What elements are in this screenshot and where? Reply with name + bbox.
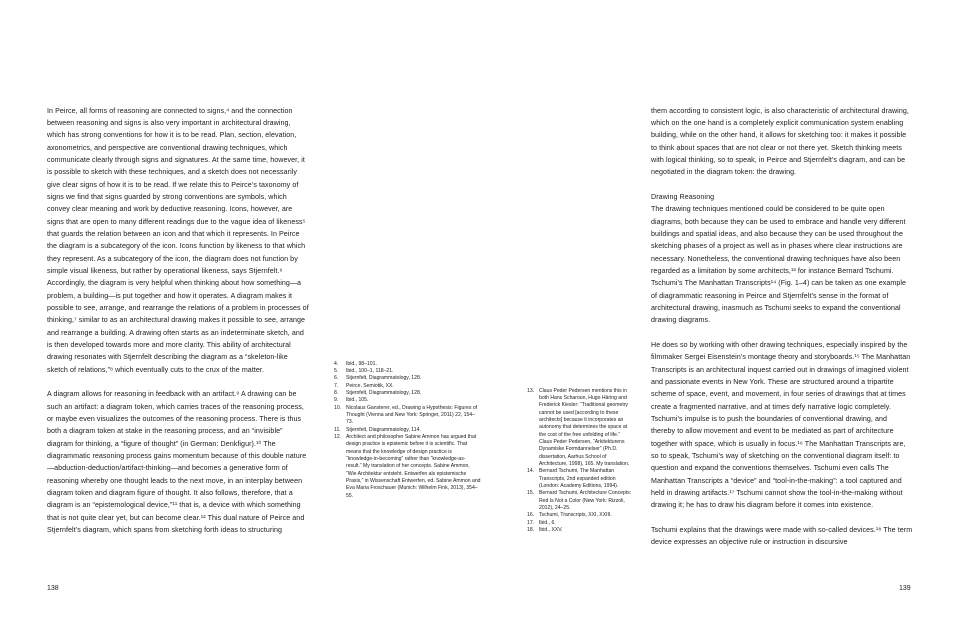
footnote-number: 9. xyxy=(334,397,339,404)
footnote-number: 10. xyxy=(334,404,342,411)
footnote-number: 17. xyxy=(527,519,535,526)
footnote-number: 14. xyxy=(527,468,535,475)
footnote-item xyxy=(334,375,481,382)
section-heading: Drawing Reasoning xyxy=(651,192,715,201)
footnote-text: Stjernfelt, Diagrammatology, 128. xyxy=(346,375,422,382)
footnote-number: 7. xyxy=(334,382,339,389)
footnote-text: Bernard Tschumi, The Manhattan Transcripts, 2nd expanded edition (London: Academy Editions, 1994). xyxy=(539,468,619,489)
footnote-text: Peirce, Semiotik, XX. xyxy=(346,382,394,389)
body-paragraph: them according to consistent logic, is also characteristic of architectural drawing, which on the one hand is a completely explicit communication system enabling building, while on the other hand, it allows for sketching too: it makes it possible to think about spaces that are not clear or not there yet. Sketch thinking meets with logical thinking, so to speak, in Peirce and Stjernfelt’s diagram, and can be negotiated in the diagram token: the drawing. xyxy=(651,106,909,177)
footnote-item xyxy=(334,383,481,390)
footnote-item xyxy=(527,490,632,512)
footnote-text: Bernard Tschumi, Architecture Concepts: Red Is Not a Color (New York: Rizzoli, 2012), 24–25. xyxy=(539,490,632,511)
left-page-body-text xyxy=(47,105,309,537)
footnote-item xyxy=(334,397,481,404)
footnote-item xyxy=(334,405,481,427)
footnote-number: 13. xyxy=(527,387,535,394)
footnote-item xyxy=(527,527,632,534)
footnote-text: Architect and philosopher Sabine Ammon has argued that design practice is epistemic before it is scientific. That means that the knowledge of design practice is “knowledge-in-becoming” rather than “knowledge-as-result.” My translation of her concepts. Sabine Ammon, “Wie Architektur entsteht. Entwerfen als epistemische Praxis,” in Wissenschaft Entwerfen, ed. Sabine Ammon and Eva Maria Froschauer (Munich: Wilhelm Fink, 2013), 354–55. xyxy=(346,433,481,499)
footnote-number: 16. xyxy=(527,512,535,519)
footnote-text: Nicolaus Gansterer, ed., Drawing a Hypothesis: Figures of Thought (Vienna and New York: Springer, 2011) 22, 154–73. xyxy=(346,404,478,426)
right-page-body-text xyxy=(651,105,913,549)
footnote-number: 6. xyxy=(334,375,339,382)
right-page-footnotes xyxy=(527,388,632,535)
footnote-number: 11. xyxy=(334,426,341,433)
body-paragraph: In Peirce, all forms of reasoning are connected to signs,⁴ and the connection between reasoning and signs is also very important in architectural drawing, which has strong conventions for how it is to be read. Plan, section, elevation, axonometrics, and perspective are conventional drawing techniques, which communicate clearly through signs and signatures. At the same time, however, it is possible to sketch with these techniques, and a sketch does not necessarily give clear signs of how it is to be read. If we relate this to Peirce’s taxonomy of signs we find that signs guarded by strong conventions are symbols, which convey clear meaning and work by deductive reasoning. Icons, however, are signs that are open to many different readings due to the vague idea of likeness⁵ that guards the relation between an icon and that which it represents. In Peirce the diagram is a subcategory of the icon. Icons function by likeness to that which they represent. As a subcategory of the icon, the diagram does not function by simple visual likeness, but rather by operational likeness, says Stjernfelt.⁶ Accordingly, the diagram is very helpful when thinking about how something—a problem, a building—is put together and how it operates. A diagram makes it possible to see, arrange, and rearrange the relations of a problem in processes of thinking,⁷ similar to as an architectural drawing makes it possible to see, arrange and rearrange a building. A drawing often starts as an indeterminate sketch, and is then developed towards more and more clarity. This ability of architectural drawing resonates with Stjernfelt describing the diagram as a “skeleton-like sketch of relations,”⁸ which eventually cuts to the crux of the matter. xyxy=(47,106,309,374)
footnote-item xyxy=(334,390,481,397)
footnote-item xyxy=(527,468,632,490)
page-number-right: 139 xyxy=(899,585,911,592)
footnote-item xyxy=(527,512,632,519)
body-paragraph: The drawing techniques mentioned could be considered to be quite open diagrams, both because they can be used to embrace and handle very different buildings and spatial ideas, and also because they can be used throughout the sketching phases of a project as well as in phases where clear instructions are necessary. Nonetheless, the conventional drawing techniques have also been regarded as a limitation by some architects,¹³ for instance Bernard Tschumi. Tschumi’s The Manhattan Transcripts¹⁴ (Fig. 1–4) can be taken as one example of diagrammatic reasoning in Peirce and Stjernfelt’s sense in the format of architectural drawing, inasmuch as Tschumi seeks to expand the conventional drawing diagrams. xyxy=(651,205,907,325)
footnote-item xyxy=(527,520,632,527)
footnote-item xyxy=(334,361,481,368)
footnote-item xyxy=(334,434,481,500)
footnote-text: Ibid., XXV. xyxy=(539,527,563,534)
footnote-text: Stjernfelt, Diagrammatology, 114. xyxy=(346,426,421,433)
footnote-text: Tschumi, Transcripts, XXI, XXIII. xyxy=(539,512,612,519)
footnote-number: 4. xyxy=(334,360,339,367)
footnote-text: Ibid., 100–1, 118–21. xyxy=(346,367,394,374)
left-page-footnotes xyxy=(334,361,481,501)
footnote-item xyxy=(334,427,481,434)
footnote-text: Ibid., 6. xyxy=(539,519,556,526)
footnote-item xyxy=(334,368,481,375)
footnote-text: Ibid., 105. xyxy=(346,397,369,404)
footnote-text: Ibid., 98–101. xyxy=(346,360,377,367)
footnote-number: 18. xyxy=(527,527,535,534)
page-number-left: 138 xyxy=(47,585,59,592)
footnote-number: 12. xyxy=(334,433,342,440)
footnote-number: 8. xyxy=(334,389,339,396)
footnote-number: 5. xyxy=(334,367,339,374)
body-paragraph: He does so by working with other drawing techniques, especially inspired by the filmmaker Sergei Eisenstein’s montage theory and storyboards.¹⁵ The Manhattan Transcripts is an architectural inquest carried out in drawings of imagined violent and passionate events in New York. These are structured around a tripartite scheme of space, event, and movement, in four series of drawings that at times create a fragmented narrative, and at times defy narrative logic completely. Tschumi’s impulse is to push the boundaries of conventional drawing, and thereby to allow movement and event to be mediated as part of architecture together with space, which is usually in focus.¹⁶ The Manhattan Transcripts are, so to speak, Tschumi’s way of sketching on the conventional diagram itself: to question and expand the conventions themselves. Tschumi even calls The Manhattan Transcripts a “device” and “tool-in-the-making”: a tool captured and held in drawing artifacts.¹⁷ Tschumi cannot show the tool-in-the-making without drawing it; he has to draw his diagram before it comes into existence. xyxy=(651,340,911,510)
footnote-number: 15. xyxy=(527,490,535,497)
footnote-item xyxy=(527,388,632,469)
body-paragraph: A diagram allows for reasoning in feedback with an artifact.⁹ A drawing can be such an artifact: a diagram token, which carries traces of the reasoning process, or maybe even visualizes the outcomes of the reasoning process. There is thus both a diagram token at stake in the reasoning process, and an “invisible” diagram for thinking, a “figure of thought” (in German: Denkfigur).¹⁰ The diagrammatic reasoning process gains momentum because of this double nature—abduction-deduction/artifact-thinking—and becomes a generative form of reasoning whereby one thought leads to the next move, in an interplay between diagram token and diagram figure of thought. It also follows, therefore, that a diagram is an “epistemological device,”¹¹ that is, a device with which something that is not quite clear yet, but can become clear.¹² This dual nature of Peirce and Stjernfelt’s diagram, which spans from sketching forth ideas to structuring xyxy=(47,390,307,535)
body-paragraph: Tschumi explains that the drawings were made with so-called devices.¹⁸ The term device expresses an objective rule or instruction in discursive xyxy=(651,526,913,547)
footnote-text: Claus Peder Pedersen mentions this in both Hans Scharoun, Hugo Häring and Frederick Kiesler: “Traditional geometry cannot be used [according to these architects] because it incorporates an autonomy that determines the space at the cost of the free unfolding of life.” Claus Peder Pedersen, “Arkitekturens Dynamiske Formdannelser” (Ph.D. dissertation, Aarhus School of Architecture, 1998), 165. My translation. xyxy=(539,387,630,467)
footnote-text: Stjernfelt, Diagrammatology, 128. xyxy=(346,389,422,396)
